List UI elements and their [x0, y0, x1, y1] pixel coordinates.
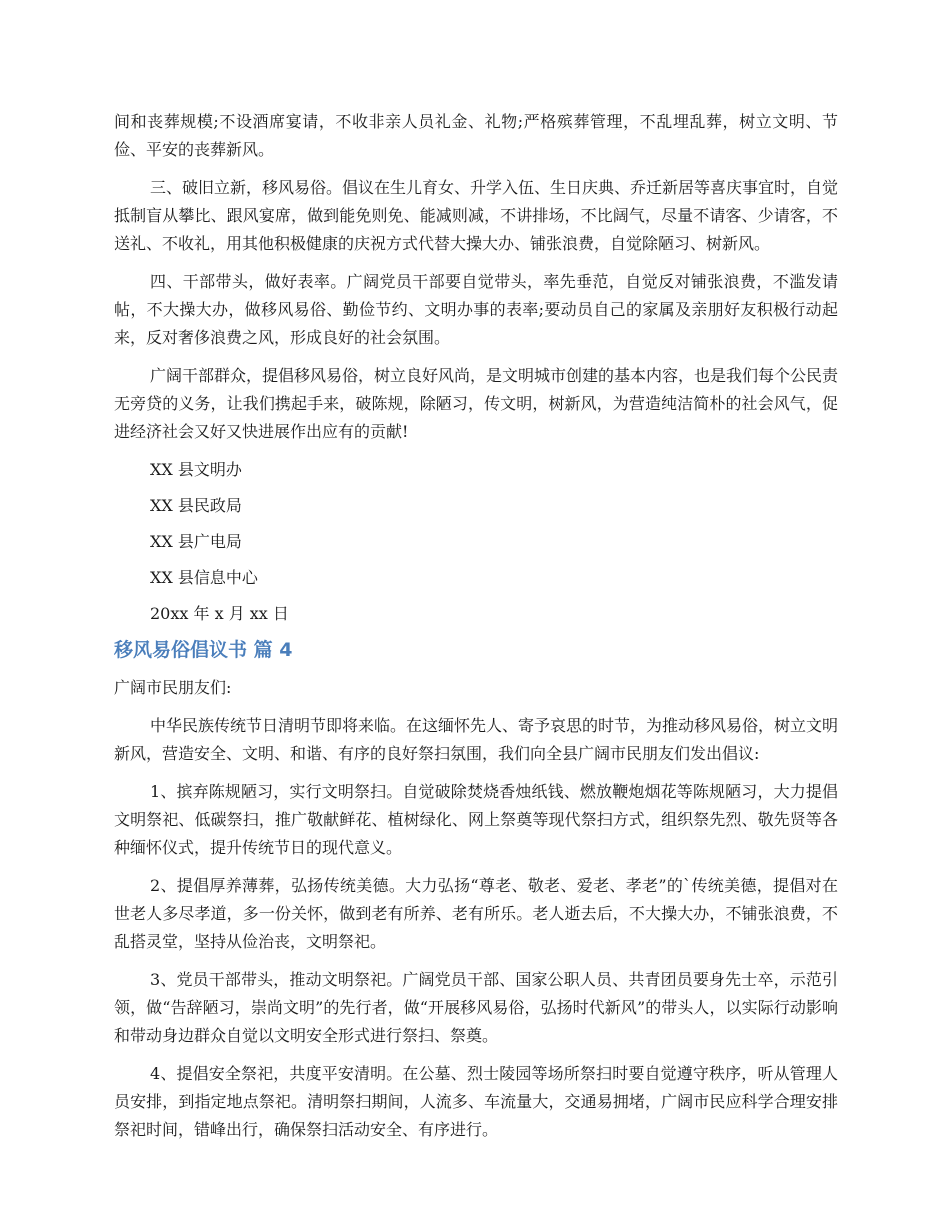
closing-paragraph: 广阔干部群众，提倡移风易俗，树立良好风尚，是文明城市创建的基本内容，也是我们每个公民责无旁贷的义务，让我们携起手来，破陈规，除陋习，传文明，树新风，为营造纯洁简朴的社会风气，促进经济社会又好又快进展作出应有的贡献!: [114, 366, 839, 441]
section-heading: 移风易俗倡议书 篇 4: [114, 639, 293, 661]
signature-line: XX 县广电局: [150, 532, 242, 551]
continuation-paragraph: 间和丧葬规模;不设酒席宴请，不收非亲人员礼金、礼物;严格殡葬管理，不乱埋乱葬，树立文明、节俭、平安的丧葬新风。: [114, 112, 838, 159]
signature-line: XX 县信息中心: [150, 568, 258, 587]
proposal-item-1: 1、摈弃陈规陋习，实行文明祭扫。自觉破除焚烧香烛纸钱、燃放鞭炮烟花等陈规陋习，大力提倡文明祭祀、低碳祭扫，推广敬献鲜花、植树绿化、网上祭奠等现代祭扫方式，组织祭先烈、敬先贤等各种缅怀仪式，提升传统节日的现代意义。: [114, 782, 838, 857]
proposal-item-4: 4、提倡安全祭祀，共度平安清明。在公墓、烈士陵园等场所祭扫时要自觉遵守秩序，听从管理人员安排，到指定地点祭祀。清明祭扫期间，人流多、车流量大，交通易拥堵，广阔市民应科学合理安排祭祀时间，错峰出行，确保祭扫活动安全、有序进行。: [114, 1064, 838, 1139]
proposal-item-3: 3、党员干部带头，推动文明祭祀。广阔党员干部、国家公职人员、共青团员要身先士卒，示范引领，做“告辞陋习，崇尚文明”的先行者，做“开展移风易俗，弘扬时代新风”的带头人，以实际行动影响和带动身边群众自觉以文明安全形式进行祭扫、祭奠。: [114, 970, 838, 1045]
signature-line: XX 县民政局: [150, 496, 242, 515]
proposal-item-2: 2、提倡厚养薄葬，弘扬传统美德。大力弘扬“尊老、敬老、爱老、孝老”的`传统美德，提倡对在世老人多尽孝道，多一份关怀，做到老有所养、老有所乐。老人逝去后，不大操大办，不铺张浪费，不乱搭灵堂，坚持从俭治丧，文明祭祀。: [114, 876, 838, 951]
document-page: [114, 108, 838, 1154]
signature-block: [114, 456, 838, 628]
signature-date: 20xx 年 x 月 xx 日: [150, 604, 289, 623]
signature-line: XX 县文明办: [150, 460, 242, 479]
paragraph-4: 四、干部带头，做好表率。广阔党员干部要自觉带头，率先垂范，自觉反对铺张浪费，不滥发请帖，不大操大办，做移风易俗、勤俭节约、文明办事的表率;要动员自己的家属及亲朋好友积极行动起来，反对奢侈浪费之风，形成良好的社会氛围。: [114, 272, 838, 347]
paragraph-3: 三、破旧立新，移风易俗。倡议在生儿育女、升学入伍、生日庆典、乔迁新居等喜庆事宜时，自觉抵制盲从攀比、跟风宴席，做到能免则免、能减则减，不讲排场，不比阔气，尽量不请客、少请客，不送礼、不收礼，用其他积极健康的庆祝方式代替大操大办、铺张浪费，自觉除陋习、树新风。: [114, 178, 839, 253]
intro-paragraph: 中华民族传统节日清明节即将来临。在这缅怀先人、寄予哀思的时节，为推动移风易俗，树立文明新风，营造安全、文明、和谐、有序的良好祭扫氛围，我们向全县广阔市民朋友们发出倡议:: [114, 716, 839, 763]
salutation: 广阔市民朋友们:: [114, 678, 232, 697]
